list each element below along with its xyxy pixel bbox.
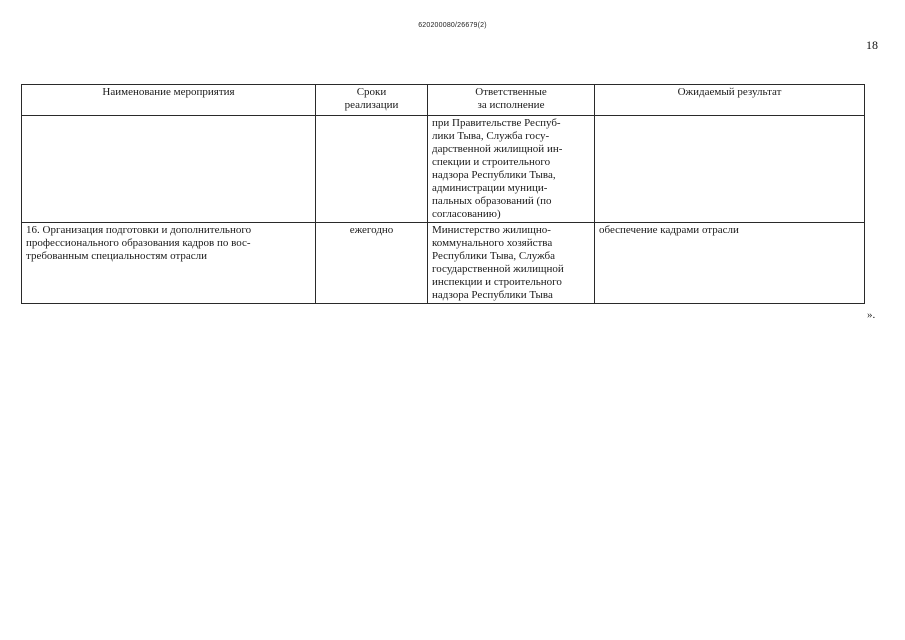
term-cell [316, 116, 428, 223]
column-header-terms [316, 85, 428, 116]
header-line: Ответственные [475, 86, 547, 98]
responsible-line: надзора Республики Тыва, [432, 169, 556, 181]
page-number: 18 [866, 38, 878, 52]
measure-name-cell [22, 223, 316, 304]
responsible-line: администрации муници- [432, 182, 548, 194]
responsible-line: инспекции и строительного [432, 276, 562, 288]
responsible-line: коммунального хозяйства [432, 237, 553, 249]
responsible-line: надзора Республики Тыва [432, 289, 553, 301]
header-line: реализации [344, 99, 399, 111]
responsible-line: спекции и строительного [432, 156, 551, 168]
measures-table [21, 84, 865, 304]
responsible-line: Министерство жилищно- [432, 224, 551, 236]
column-header-expected-result [595, 85, 865, 116]
header-line: Сроки [356, 86, 387, 98]
term-cell: ежегодно [316, 223, 428, 304]
measure-name-line: 16. Организация подготовки и дополнительного [26, 224, 252, 236]
column-header-measure-name [22, 85, 316, 116]
header-line: Ожидаемый результат [677, 86, 782, 98]
responsible-line: согласованию) [432, 208, 501, 220]
responsible-line: лики Тыва, Служба госу- [432, 130, 550, 142]
table-header-row [22, 85, 865, 116]
responsible-cell [428, 116, 595, 223]
responsible-line: государственной жилищной [432, 263, 564, 275]
column-header-responsible [428, 85, 595, 116]
measure-name-line: требованным специальностям отрасли [26, 250, 208, 262]
responsible-cell [428, 223, 595, 304]
header-line: Наименование мероприятия [102, 86, 235, 98]
responsible-line: при Правительстве Респуб- [432, 117, 561, 129]
measure-name-line: профессионального образования кадров по вос- [26, 237, 251, 249]
table-row-continuation [22, 116, 865, 223]
responsible-line: Республики Тыва, Служба [432, 250, 556, 262]
expected-result-cell [595, 116, 865, 223]
responsible-line: дарственной жилищной ин- [432, 143, 563, 155]
responsible-line: пальных образований (по [432, 195, 552, 207]
measure-name-cell [22, 116, 316, 223]
document-code: 620200080/26679(2) [418, 22, 487, 29]
closing-quote: ». [867, 309, 876, 321]
header-line: за исполнение [477, 99, 545, 111]
expected-result-cell: обеспечение кадрами отрасли [595, 223, 865, 304]
table-row-measure-16 [22, 223, 865, 304]
